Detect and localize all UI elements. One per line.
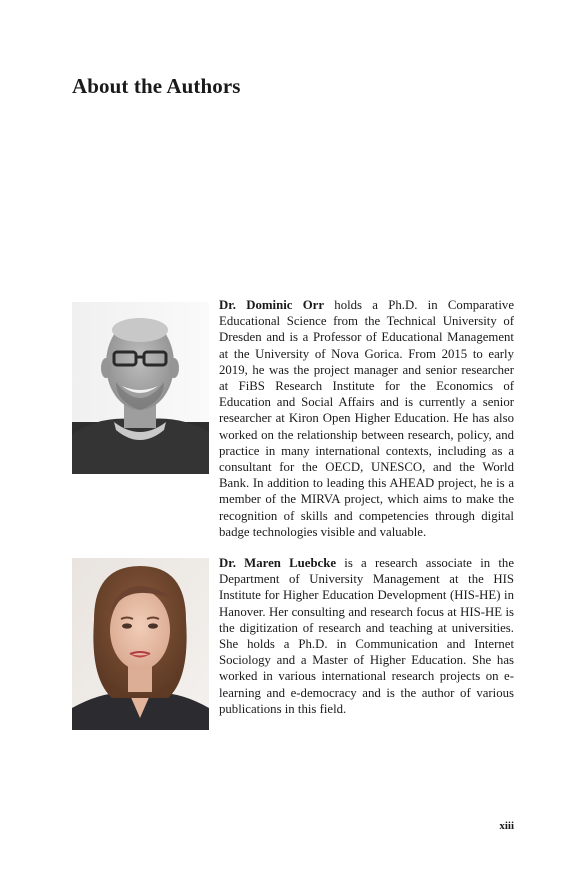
author-bio-text: holds a Ph.D. in Comparative Educational Science from the Technical University of Dresden and is a Professor of Educational Management at the University of Nova Gorica. From 2015 to early 2019, he was the project manager and senior researcher at FiBS Research Institute for the Economics of Education and Social Affairs and is currently a senior researcher at Kiron Open Higher Education. He has also worked on the relationship between research, policy, and practice in many international contexts, including as a consultant for the OECD, UNESCO, and the World Bank. In addition to leading this AHEAD project, he is a member of the MIRVA project, which aims to make the recognition of skills and competencies through digital badge technologies visible and valuable. <box>219 298 514 539</box>
page-title: About the Authors <box>72 74 241 98</box>
author-bio <box>219 297 514 540</box>
author-bio-text: is a research associate in the Department of University Management at the HIS Institute for Higher Education Development (HIS-HE) in Hanover. Her consulting and research focus at HIS-HE is the digitization of research and teaching at universities. She holds a Ph.D. in Communication and Internet Sociology and a Master of Higher Education. She has worked in various international research projects on e-learning and e-democracy and is the author of various publications in this field. <box>219 556 515 716</box>
author-photo <box>72 558 209 730</box>
author-name: Dr. Dominic Orr <box>219 298 325 312</box>
author-bio <box>219 555 514 717</box>
author-name: Dr. Maren Luebcke <box>219 556 337 570</box>
author-photo <box>72 302 209 474</box>
page-number: xiii <box>499 820 514 832</box>
